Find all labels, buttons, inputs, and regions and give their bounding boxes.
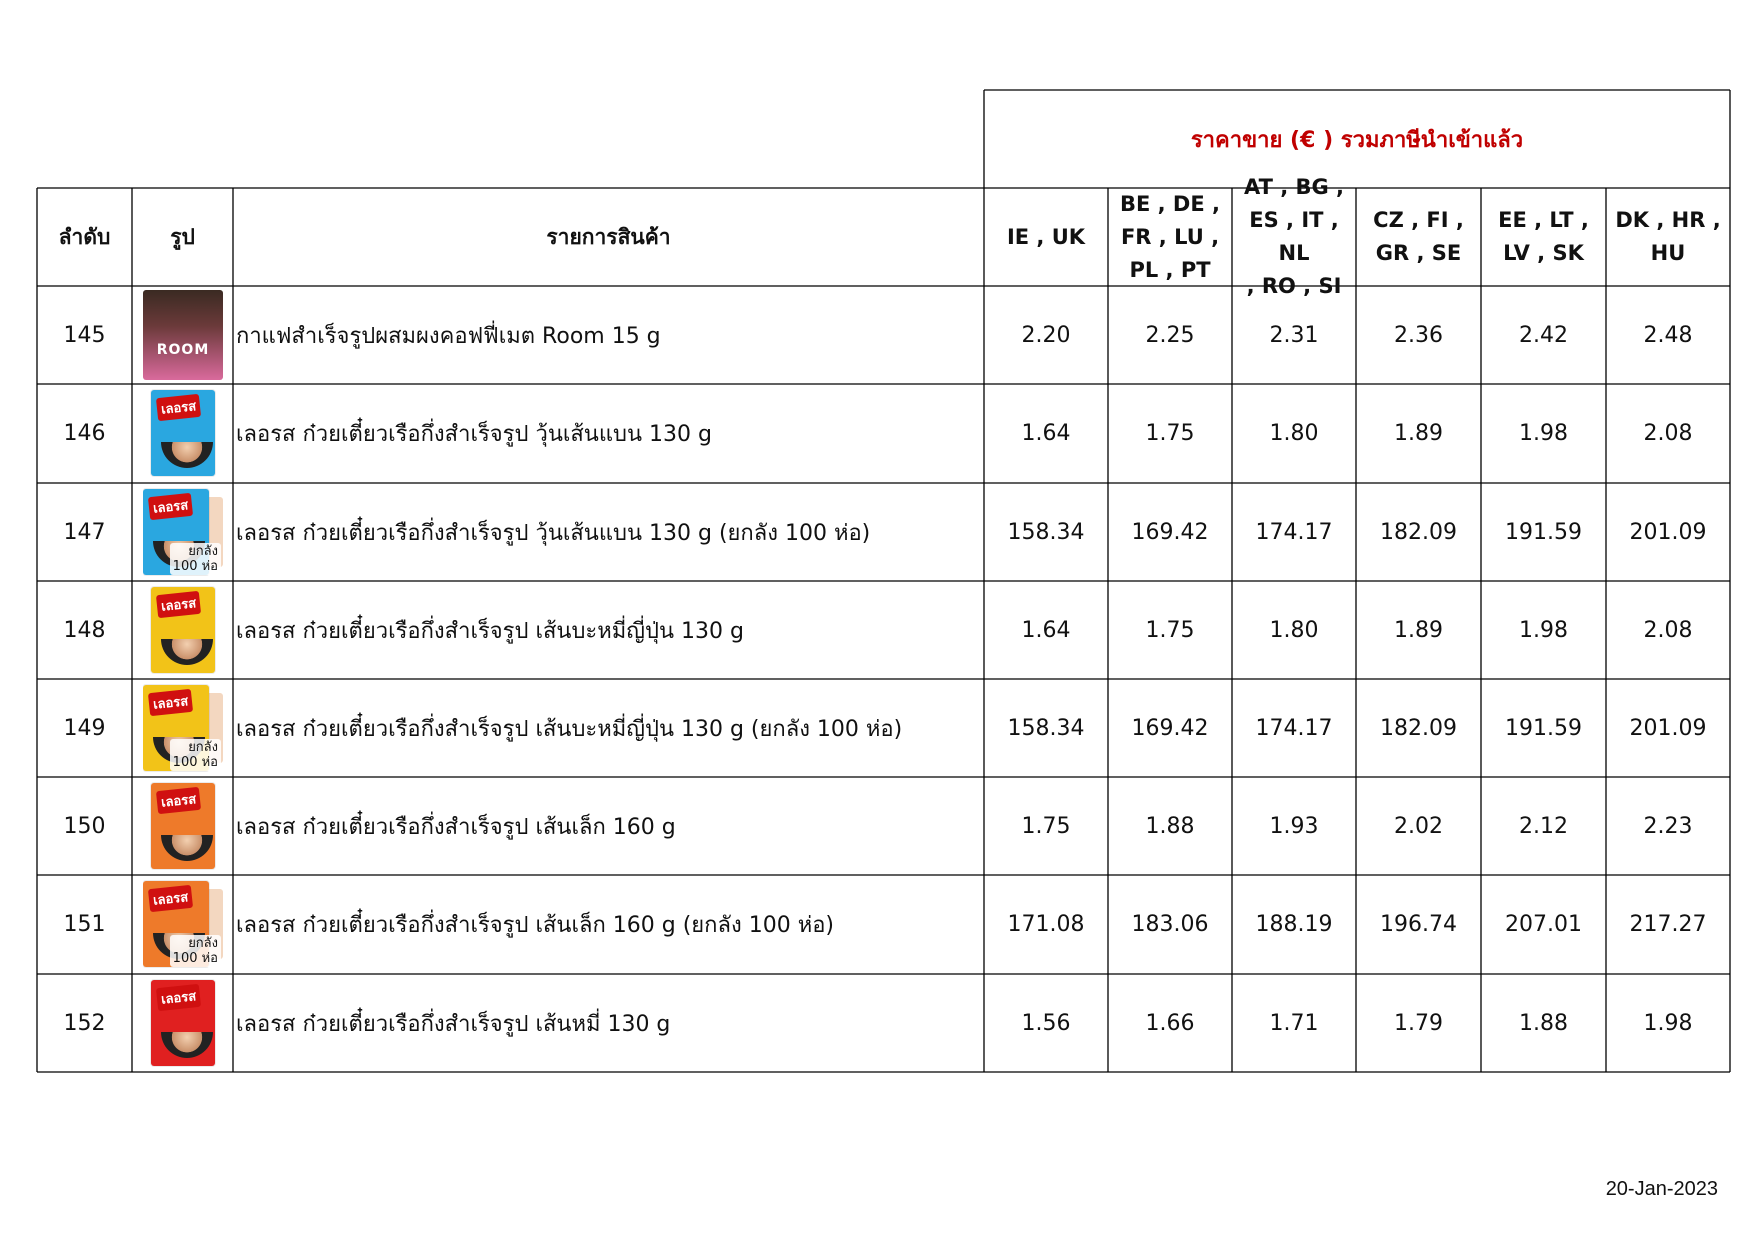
price-cell: 207.01 bbox=[1505, 911, 1582, 937]
product-image bbox=[143, 388, 223, 478]
price-cell: 1.80 bbox=[1269, 617, 1319, 643]
region-header-line: LV , SK bbox=[1503, 241, 1584, 265]
price-cell: 1.75 bbox=[1021, 813, 1071, 839]
price-cell: 2.08 bbox=[1643, 617, 1693, 643]
price-cell: 1.75 bbox=[1145, 617, 1195, 643]
product-image bbox=[143, 781, 223, 871]
price-cell: 217.27 bbox=[1629, 911, 1707, 937]
column-header-region-3 bbox=[1232, 175, 1356, 298]
product-logo: เลอรส bbox=[148, 493, 193, 520]
row-number: 145 bbox=[63, 322, 106, 348]
price-cell: 1.64 bbox=[1021, 420, 1071, 446]
bundle-label-line: ยกลัง bbox=[188, 740, 218, 755]
price-cell: 174.17 bbox=[1255, 715, 1333, 741]
price-cell: 174.17 bbox=[1255, 519, 1333, 545]
product-name: เลอรส ก๋วยเตี๋ยวเรือกึ่งสำเร็จรูป เส้นหมี่ 130 g bbox=[236, 1011, 671, 1037]
product-image bbox=[143, 879, 223, 969]
price-cell: 196.74 bbox=[1380, 911, 1457, 937]
noodle-bowl-icon bbox=[161, 639, 213, 665]
product-name: เลอรส ก๋วยเตี๋ยวเรือกึ่งสำเร็จรูป เส้นเล็ก 160 g (ยกลัง 100 ห่อ) bbox=[236, 912, 834, 938]
product-pack bbox=[151, 390, 215, 476]
price-cell: 2.31 bbox=[1269, 322, 1319, 348]
column-header-image: รูป bbox=[170, 224, 195, 249]
region-header-line: CZ , FI , bbox=[1373, 208, 1464, 232]
row-number: 147 bbox=[63, 519, 106, 545]
price-cell: 1.98 bbox=[1643, 1010, 1693, 1036]
price-cell: 1.80 bbox=[1269, 420, 1319, 446]
price-cell: 201.09 bbox=[1629, 519, 1707, 545]
product-name: เลอรส ก๋วยเตี๋ยวเรือกึ่งสำเร็จรูป วุ้นเส้นแบน 130 g bbox=[236, 421, 712, 447]
price-cell: 169.42 bbox=[1131, 519, 1209, 545]
product-logo: เลอรส bbox=[156, 591, 201, 618]
column-header-region-5 bbox=[1481, 188, 1606, 286]
price-cell: 1.64 bbox=[1021, 617, 1071, 643]
price-title: ราคาขาย (€ ) รวมภาษีนำเข้าแล้ว bbox=[1190, 127, 1524, 153]
product-logo: ROOM bbox=[156, 342, 210, 358]
price-cell: 183.06 bbox=[1131, 911, 1209, 937]
price-cell: 169.42 bbox=[1131, 715, 1209, 741]
region-header-line: GR , SE bbox=[1375, 241, 1462, 265]
product-logo: เลอรส bbox=[156, 787, 201, 814]
bundle-label bbox=[170, 543, 221, 575]
product-image bbox=[143, 585, 223, 675]
bundle-label-line: ยกลัง bbox=[188, 936, 218, 951]
column-header-region-6 bbox=[1606, 188, 1730, 286]
price-cell: 171.08 bbox=[1007, 911, 1085, 937]
region-header-line: ES , IT , NL bbox=[1249, 208, 1339, 265]
row-number: 152 bbox=[63, 1010, 106, 1036]
product-pack bbox=[151, 587, 215, 673]
region-header-line: EE , LT , bbox=[1498, 208, 1589, 232]
product-name: เลอรส ก๋วยเตี๋ยวเรือกึ่งสำเร็จรูป วุ้นเส้นแบน 130 g (ยกลัง 100 ห่อ) bbox=[236, 520, 871, 546]
price-cell: 2.02 bbox=[1394, 813, 1443, 839]
column-header-item: รายการสินค้า bbox=[546, 224, 671, 249]
noodle-bowl-icon bbox=[161, 1032, 213, 1058]
region-header-line: , RO , SI bbox=[1246, 274, 1342, 298]
product-logo: เลอรส bbox=[148, 885, 193, 912]
product-image bbox=[143, 487, 223, 577]
price-cell: 2.36 bbox=[1394, 322, 1443, 348]
row-number: 151 bbox=[63, 911, 106, 937]
price-cell: 1.79 bbox=[1394, 1010, 1443, 1036]
document-date: 20-Jan-2023 bbox=[1605, 1178, 1718, 1200]
region-header-line: PL , PT bbox=[1129, 257, 1211, 282]
product-pack bbox=[151, 980, 215, 1066]
bundle-label bbox=[170, 739, 221, 771]
price-cell: 2.48 bbox=[1643, 322, 1693, 348]
column-header-region-2 bbox=[1108, 188, 1232, 286]
price-cell: 1.89 bbox=[1394, 420, 1443, 446]
price-cell: 158.34 bbox=[1007, 715, 1085, 741]
bundle-label-line: 100 ห่อ bbox=[172, 755, 218, 770]
product-image bbox=[143, 290, 223, 380]
price-cell: 182.09 bbox=[1380, 715, 1457, 741]
price-cell: 1.93 bbox=[1269, 813, 1319, 839]
price-cell: 2.08 bbox=[1643, 420, 1693, 446]
price-cell: 158.34 bbox=[1007, 519, 1085, 545]
product-image bbox=[143, 978, 223, 1068]
row-number: 149 bbox=[63, 715, 106, 741]
region-header-line: DK , HR , bbox=[1615, 208, 1721, 232]
price-cell: 1.66 bbox=[1145, 1010, 1195, 1036]
noodle-bowl-icon bbox=[161, 442, 213, 468]
region-header-line: FR , LU , bbox=[1120, 224, 1220, 249]
price-cell: 191.59 bbox=[1505, 715, 1582, 741]
row-number: 146 bbox=[63, 420, 106, 446]
product-name: เลอรส ก๋วยเตี๋ยวเรือกึ่งสำเร็จรูป เส้นบะหมี่ญี่ปุ่น 130 g bbox=[236, 618, 744, 644]
price-cell: 1.71 bbox=[1269, 1010, 1319, 1036]
price-cell: 1.98 bbox=[1519, 420, 1568, 446]
price-cell: 201.09 bbox=[1629, 715, 1707, 741]
price-cell: 2.42 bbox=[1519, 322, 1568, 348]
region-header-line: IE , UK bbox=[1006, 224, 1086, 249]
product-name: เลอรส ก๋วยเตี๋ยวเรือกึ่งสำเร็จรูป เส้นเล็ก 160 g bbox=[236, 814, 676, 840]
bundle-label-line: 100 ห่อ bbox=[172, 559, 218, 574]
region-header-line: BE , DE , bbox=[1119, 191, 1221, 216]
price-cell: 1.98 bbox=[1519, 617, 1568, 643]
price-cell: 182.09 bbox=[1380, 519, 1457, 545]
bundle-label bbox=[170, 935, 221, 967]
price-cell: 1.88 bbox=[1519, 1010, 1568, 1036]
price-cell: 2.23 bbox=[1643, 813, 1693, 839]
noodle-bowl-icon bbox=[161, 835, 213, 861]
product-pack bbox=[151, 783, 215, 869]
region-header-line: HU bbox=[1650, 241, 1686, 265]
bundle-label-line: 100 ห่อ bbox=[172, 951, 218, 966]
row-number: 150 bbox=[63, 813, 106, 839]
price-cell: 2.20 bbox=[1021, 322, 1071, 348]
region-header-line: AT , BG , bbox=[1243, 175, 1345, 199]
product-name: กาแฟสำเร็จรูปผสมผงคอฟฟี่เมต Room 15 g bbox=[236, 323, 661, 349]
product-logo: เลอรส bbox=[156, 984, 201, 1011]
product-name: เลอรส ก๋วยเตี๋ยวเรือกึ่งสำเร็จรูป เส้นบะหมี่ญี่ปุ่น 130 g (ยกลัง 100 ห่อ) bbox=[236, 716, 903, 742]
price-cell: 191.59 bbox=[1505, 519, 1582, 545]
column-header-region-4 bbox=[1356, 188, 1481, 286]
price-cell: 2.12 bbox=[1519, 813, 1568, 839]
price-cell: 1.88 bbox=[1145, 813, 1195, 839]
product-image bbox=[143, 683, 223, 773]
price-cell: 1.75 bbox=[1145, 420, 1195, 446]
price-cell: 1.89 bbox=[1394, 617, 1443, 643]
product-logo: เลอรส bbox=[148, 689, 193, 716]
price-cell: 1.56 bbox=[1021, 1010, 1071, 1036]
column-header-region-1 bbox=[984, 188, 1108, 286]
column-header-no: ลำดับ bbox=[58, 224, 111, 249]
row-number: 148 bbox=[63, 617, 106, 643]
price-cell: 2.25 bbox=[1145, 322, 1195, 348]
price-cell: 188.19 bbox=[1255, 911, 1333, 937]
product-logo: เลอรส bbox=[156, 394, 201, 421]
bundle-label-line: ยกลัง bbox=[188, 544, 218, 559]
